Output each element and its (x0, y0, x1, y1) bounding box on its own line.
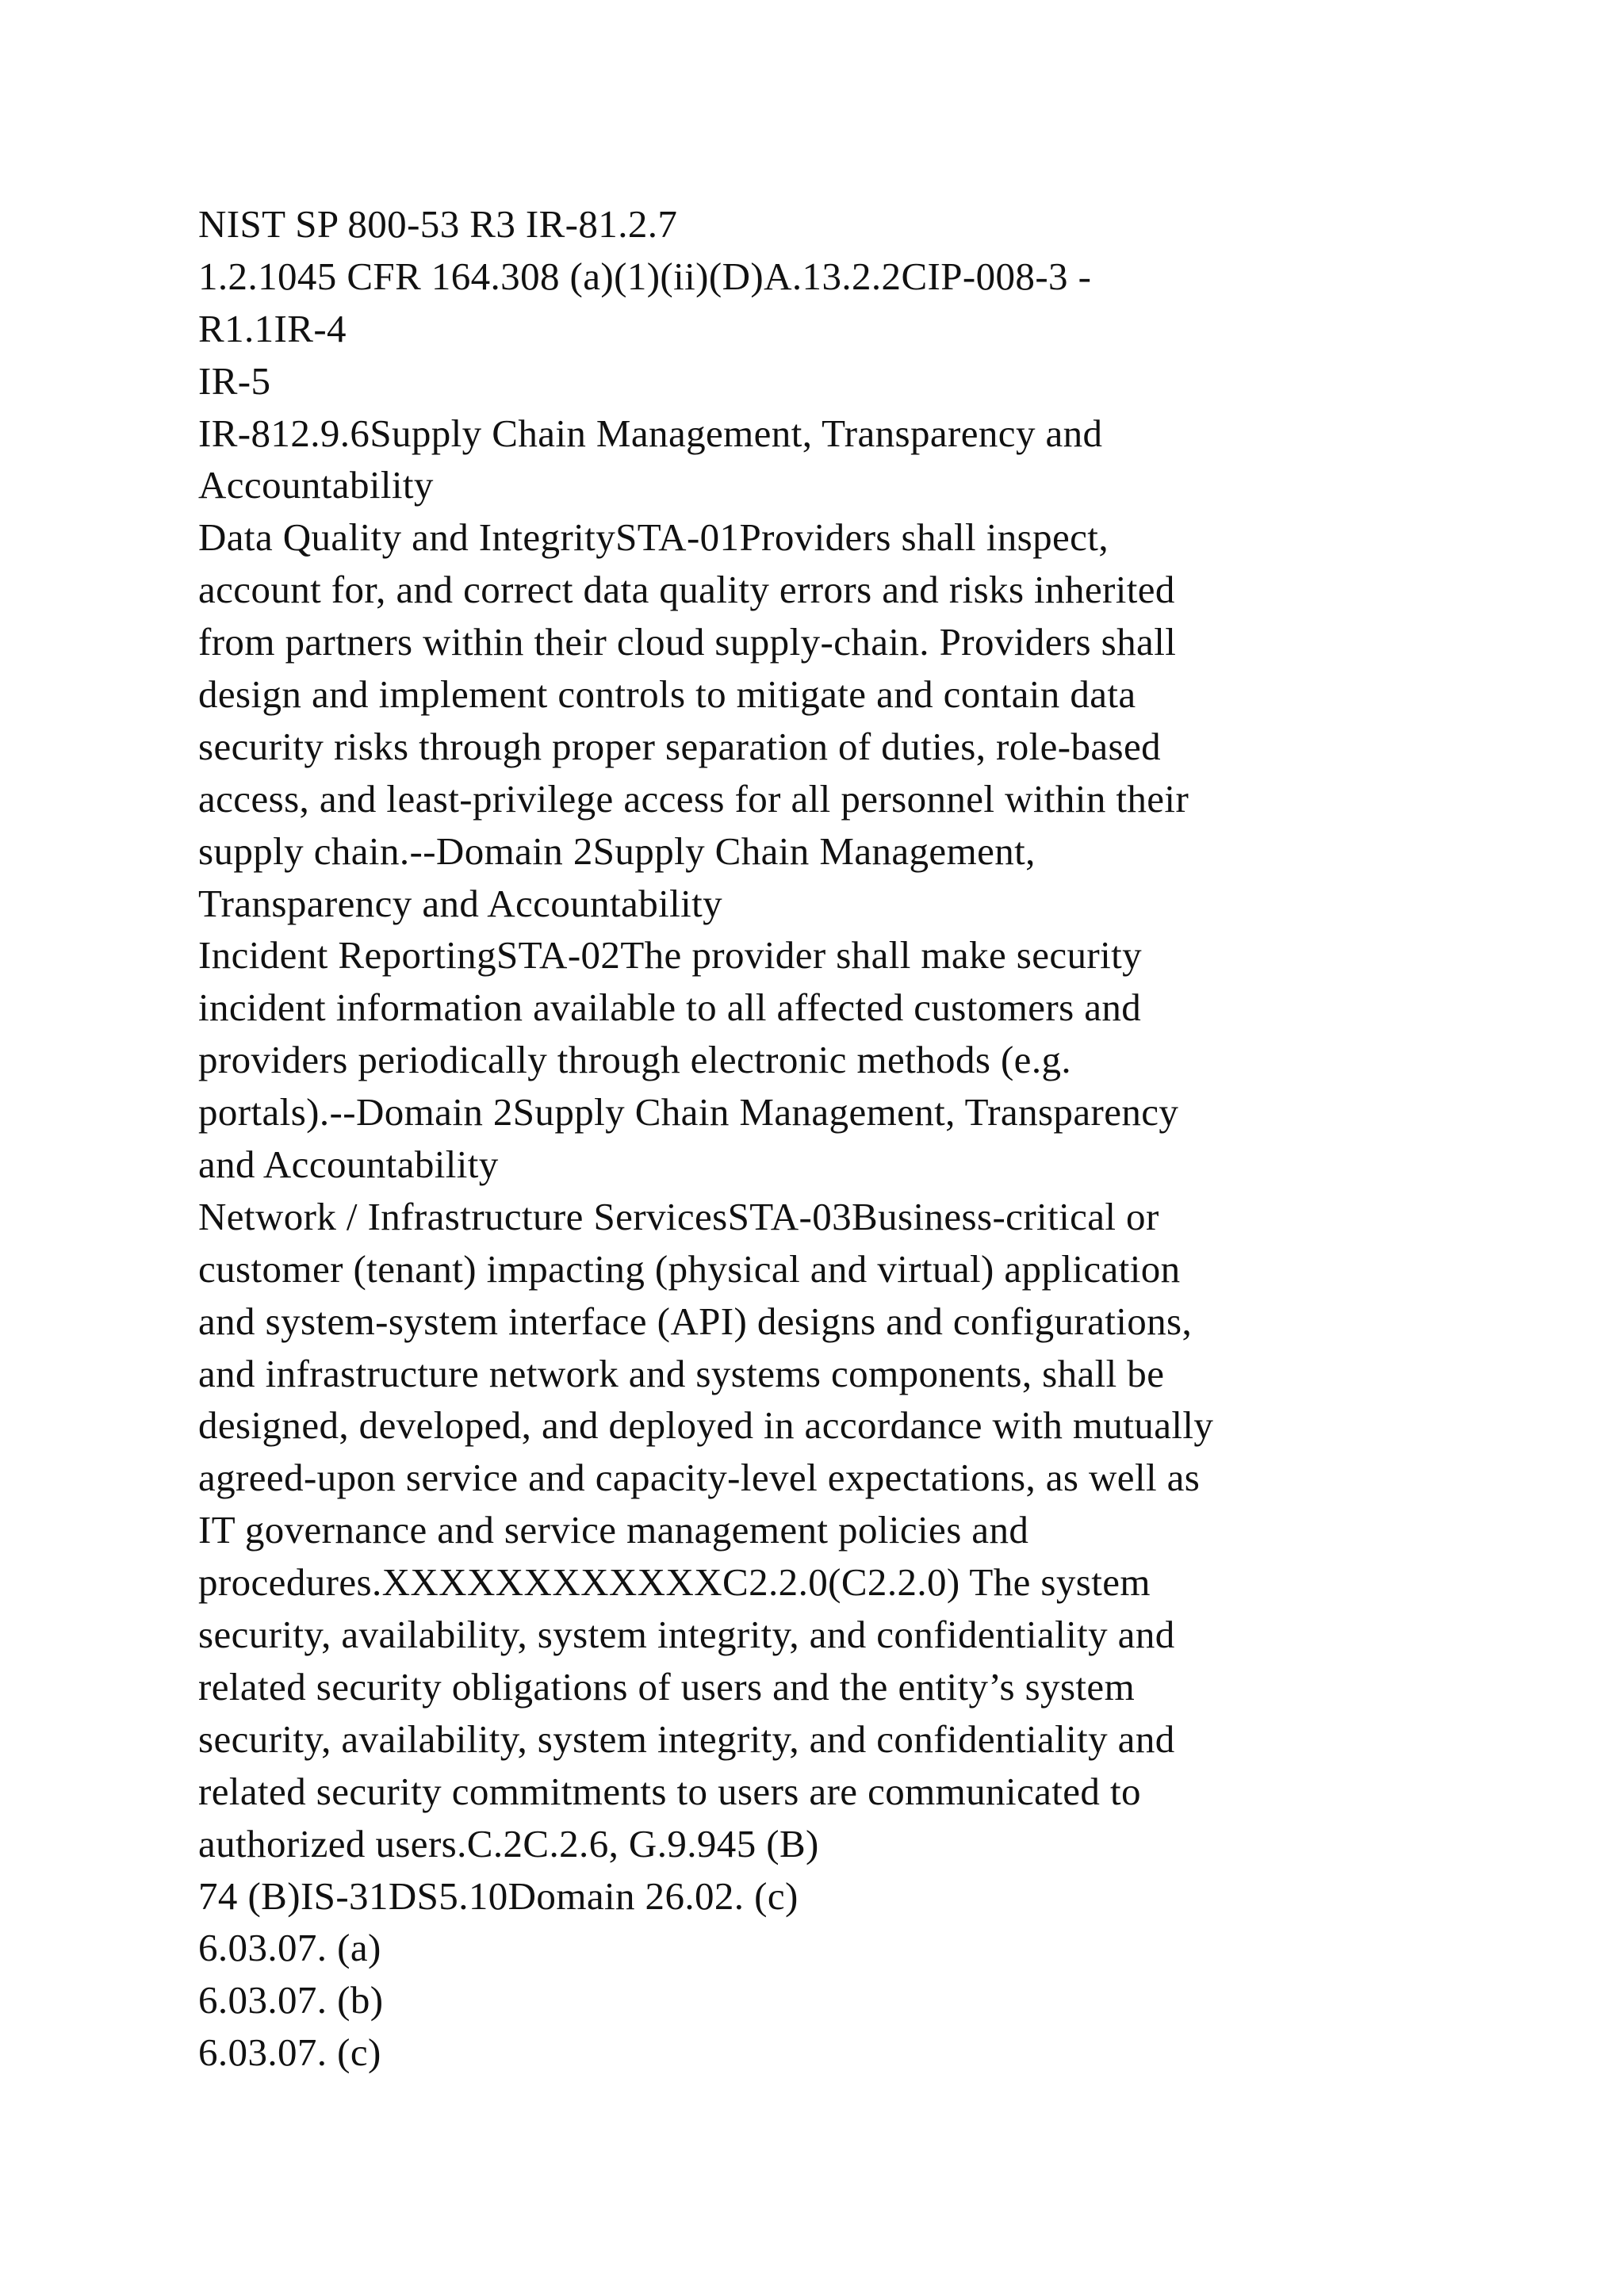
text-line: access, and least-privilege access for all personnel within their (198, 776, 1189, 821)
text-line: from partners within their cloud supply-chain. Providers shall (198, 620, 1177, 664)
text-line: Data Quality and IntegritySTA-01Providers shall inspect, (198, 515, 1109, 560)
text-line: R1.1IR-4 (198, 306, 347, 350)
text-line: IR-812.9.6Supply Chain Management, Transparency and (198, 411, 1103, 455)
text-line: Network / Infrastructure ServicesSTA-03Business-critical or (198, 1194, 1159, 1238)
text-line: IT governance and service management policies and (198, 1508, 1029, 1552)
text-line: portals).--Domain 2Supply Chain Management, Transparency (198, 1090, 1179, 1135)
text-line: security, availability, system integrity, and confidentiality and (198, 1613, 1175, 1657)
text-line: Accountability (198, 463, 434, 507)
text-line: related security obligations of users and the entity’s system (198, 1664, 1136, 1709)
text-line: designed, developed, and deployed in accordance with mutually (198, 1403, 1214, 1448)
text-line: incident information available to all affected customers and (198, 985, 1142, 1030)
text-line: 6.03.07. (a) (198, 1926, 381, 1970)
text-line: providers periodically through electronic methods (e.g. (198, 1038, 1072, 1082)
text-line: design and implement controls to mitigate and contain data (198, 672, 1136, 717)
text-line: procedures.XXXXXXXXXXXXC2.2.0(C2.2.0) The system (198, 1560, 1151, 1605)
text-line: and infrastructure network and systems components, shall be (198, 1351, 1165, 1395)
text-line: Incident ReportingSTA-02The provider shall make security (198, 933, 1143, 978)
text-line: agreed-upon service and capacity-level expectations, as well as (198, 1456, 1201, 1500)
text-line: and system-system interface (API) designs and configurations, (198, 1299, 1193, 1343)
text-line: Transparency and Accountability (198, 881, 723, 925)
text-line: supply chain.--Domain 2Supply Chain Management, (198, 828, 1036, 873)
text-line: authorized users.C.2C.2.6, G.9.945 (B) (198, 1821, 819, 1866)
text-line: IR-5 (198, 358, 271, 403)
text-line: 74 (B)IS-31DS5.10Domain 26.02. (c) (198, 1873, 799, 1918)
document-body (198, 198, 1467, 2079)
text-line: and Accountability (198, 1142, 499, 1187)
text-line: security, availability, system integrity, and confidentiality and (198, 1716, 1175, 1761)
text-line: related security commitments to users are communicated to (198, 1769, 1141, 1813)
text-line: 1.2.1045 CFR 164.308 (a)(1)(ii)(D)A.13.2.2CIP-008-3 - (198, 254, 1092, 298)
text-line: 6.03.07. (c) (198, 2030, 381, 2075)
text-line: account for, and correct data quality errors and risks inherited (198, 568, 1175, 612)
text-line: NIST SP 800-53 R3 IR-81.2.7 (198, 202, 678, 246)
text-line: security risks through proper separation of duties, role-based (198, 724, 1162, 768)
text-line: 6.03.07. (b) (198, 1978, 384, 2022)
text-line: customer (tenant) impacting (physical and virtual) application (198, 1246, 1181, 1291)
